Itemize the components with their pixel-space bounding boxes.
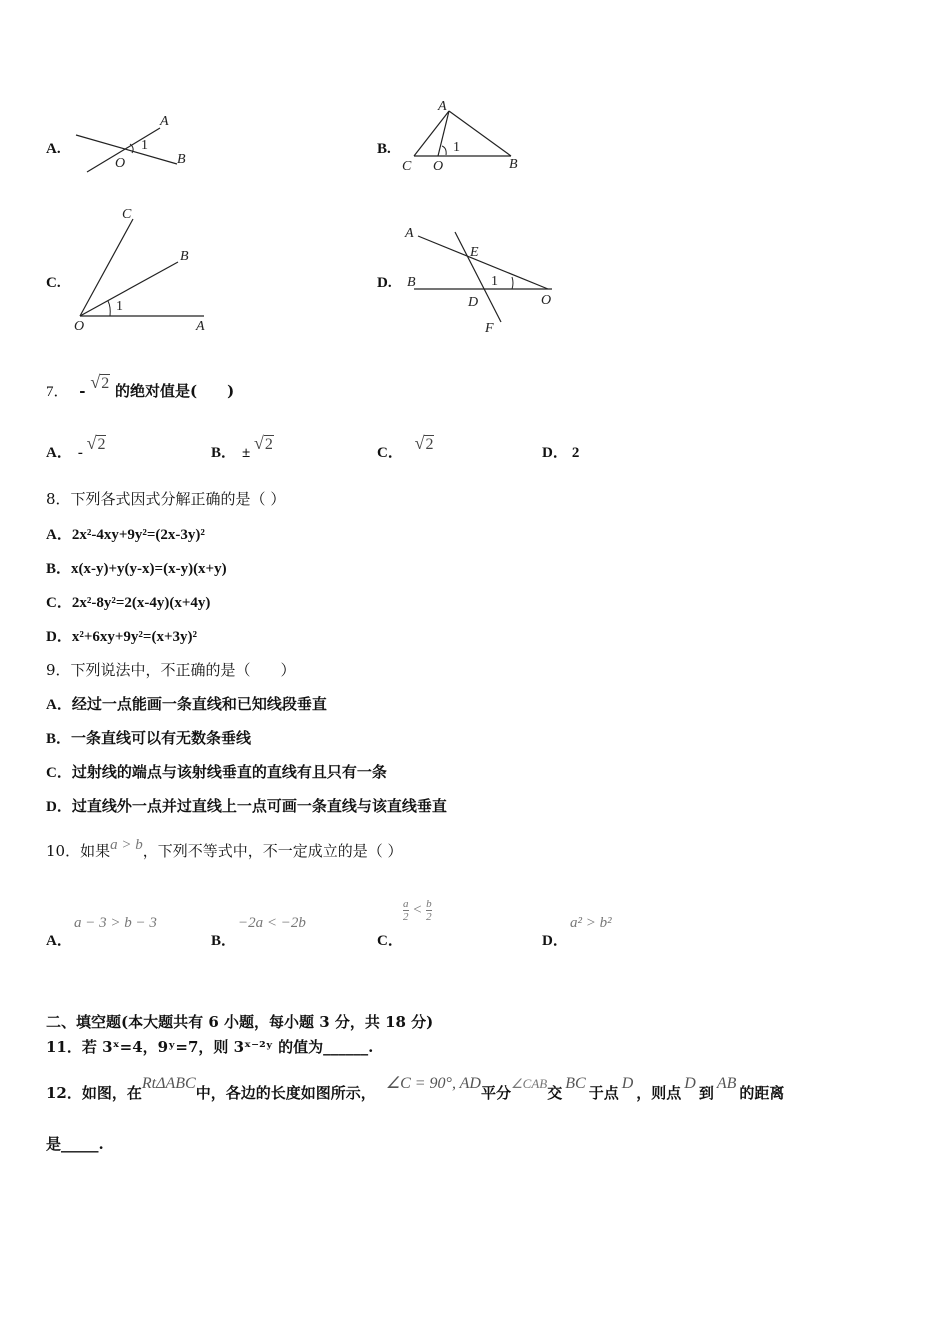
q12-triangle: RtΔABC xyxy=(141,1075,196,1092)
fig-b-point-a: A xyxy=(438,99,447,114)
figure-b-label: B. xyxy=(377,141,391,157)
question-7 xyxy=(46,372,235,401)
figure-b-diagram xyxy=(398,94,538,178)
q7-prefix: - xyxy=(79,382,86,400)
fig-b-point-b: B xyxy=(509,157,518,172)
question-12: 12．如图，在RtΔABC中，各边的长度如图所示，∠C = 90°, AD平分∠CAB交BC于点D，则点D到AB的距离 xyxy=(46,1075,785,1102)
q7-text: 的绝对值是( ) xyxy=(114,382,235,400)
q9-option-a: A．经过一点能画一条直线和已知线段垂直 xyxy=(46,695,327,713)
fig-d-point-d: D xyxy=(468,295,479,310)
q10-option-c: $\frac{a}{2}$ < $\frac{b}{2}$ xyxy=(403,898,432,923)
q7-sqrt: √2 xyxy=(90,372,110,392)
q10-option-c-label: C． xyxy=(377,933,403,949)
q8-title: 8．下列各式因式分解正确的是（ ） xyxy=(46,490,286,508)
fig-c-point-c: C xyxy=(122,207,132,222)
fig-a-point-o: O xyxy=(115,156,126,171)
fig-d-point-f: F xyxy=(485,321,494,336)
fig-d-point-e: E xyxy=(470,245,479,260)
fig-c-point-b: B xyxy=(180,249,189,264)
q8-option-a: A．2x²-4xy+9y²=(2x-3y)² xyxy=(46,527,205,543)
q9-option-b: B．一条直线可以有无数条垂线 xyxy=(46,729,252,747)
figure-c-diagram xyxy=(70,202,220,336)
fig-b-angle: 1 xyxy=(453,140,460,155)
q10-option-a-label: A． xyxy=(46,933,72,949)
question-10: 10．如果a > b，下列不等式中，不一定成立的是（ ） xyxy=(46,837,403,860)
q7-number: 7． xyxy=(46,384,69,400)
q12-angle-cab: ∠CAB xyxy=(511,1076,548,1091)
q8-option-c: C．2x²-8y²=2(x-4y)(x+4y) xyxy=(46,595,211,611)
q10-option-a: a − 3 > b − 3 xyxy=(74,915,157,931)
fig-c-point-a: A xyxy=(196,319,205,334)
figure-d-label: D. xyxy=(377,275,392,291)
q7-option-b: B． ± √2 xyxy=(211,433,273,461)
fig-a-point-b: B xyxy=(177,152,186,167)
fig-c-angle: 1 xyxy=(116,299,123,314)
fig-d-point-b: B xyxy=(407,275,416,290)
q10-option-b: −2a < −2b xyxy=(238,915,306,931)
figure-c-label: C. xyxy=(46,275,61,291)
q10-option-d: a² > b² xyxy=(570,915,612,931)
q9-option-c: C．过射线的端点与该射线垂直的直线有且只有一条 xyxy=(46,763,387,781)
q8-option-b: B．x(x-y)+y(y-x)=(x-y)(x+y) xyxy=(46,561,227,577)
q10-option-d-label: D． xyxy=(542,933,568,949)
q12-angle-c: ∠C = 90° xyxy=(385,1075,452,1092)
fig-d-point-a: A xyxy=(405,226,414,241)
q7-option-c: C． √2 xyxy=(377,433,434,461)
fig-d-point-o: O xyxy=(541,293,552,308)
fig-c-point-o: O xyxy=(74,319,85,334)
fig-b-point-o: O xyxy=(433,159,444,174)
q10-option-b-label: B． xyxy=(211,933,237,949)
figure-d-diagram xyxy=(400,220,560,338)
section-2-title: 二、填空题(本大题共有 6 小题，每小题 3 分，共 18 分) xyxy=(46,1013,434,1031)
q9-title: 9．下列说法中，不正确的是（ ） xyxy=(46,661,296,679)
q12-answer-line: 是_____. xyxy=(46,1135,104,1153)
q10-condition: a > b xyxy=(110,837,143,853)
fig-a-point-a: A xyxy=(160,114,169,129)
fig-b-point-c: C xyxy=(402,159,412,174)
q9-option-d: D．过直线外一点并过直线上一点可画一条直线与该直线垂直 xyxy=(46,797,447,815)
q7-option-a: A． - √2 xyxy=(46,433,106,461)
figure-a-diagram xyxy=(72,108,202,180)
q8-option-d: D．x²+6xy+9y²=(x+3y)² xyxy=(46,629,198,645)
fig-a-angle: 1 xyxy=(141,138,148,153)
fig-d-angle: 1 xyxy=(491,274,498,289)
figure-a-label: A. xyxy=(46,141,61,157)
q7-radicand: 2 xyxy=(101,375,110,392)
question-11: 11．若 3ˣ=4，9ʸ=7，则 3ˣ⁻²ʸ 的值为______. xyxy=(46,1038,374,1056)
q7-option-d: D． 2 xyxy=(542,445,580,461)
